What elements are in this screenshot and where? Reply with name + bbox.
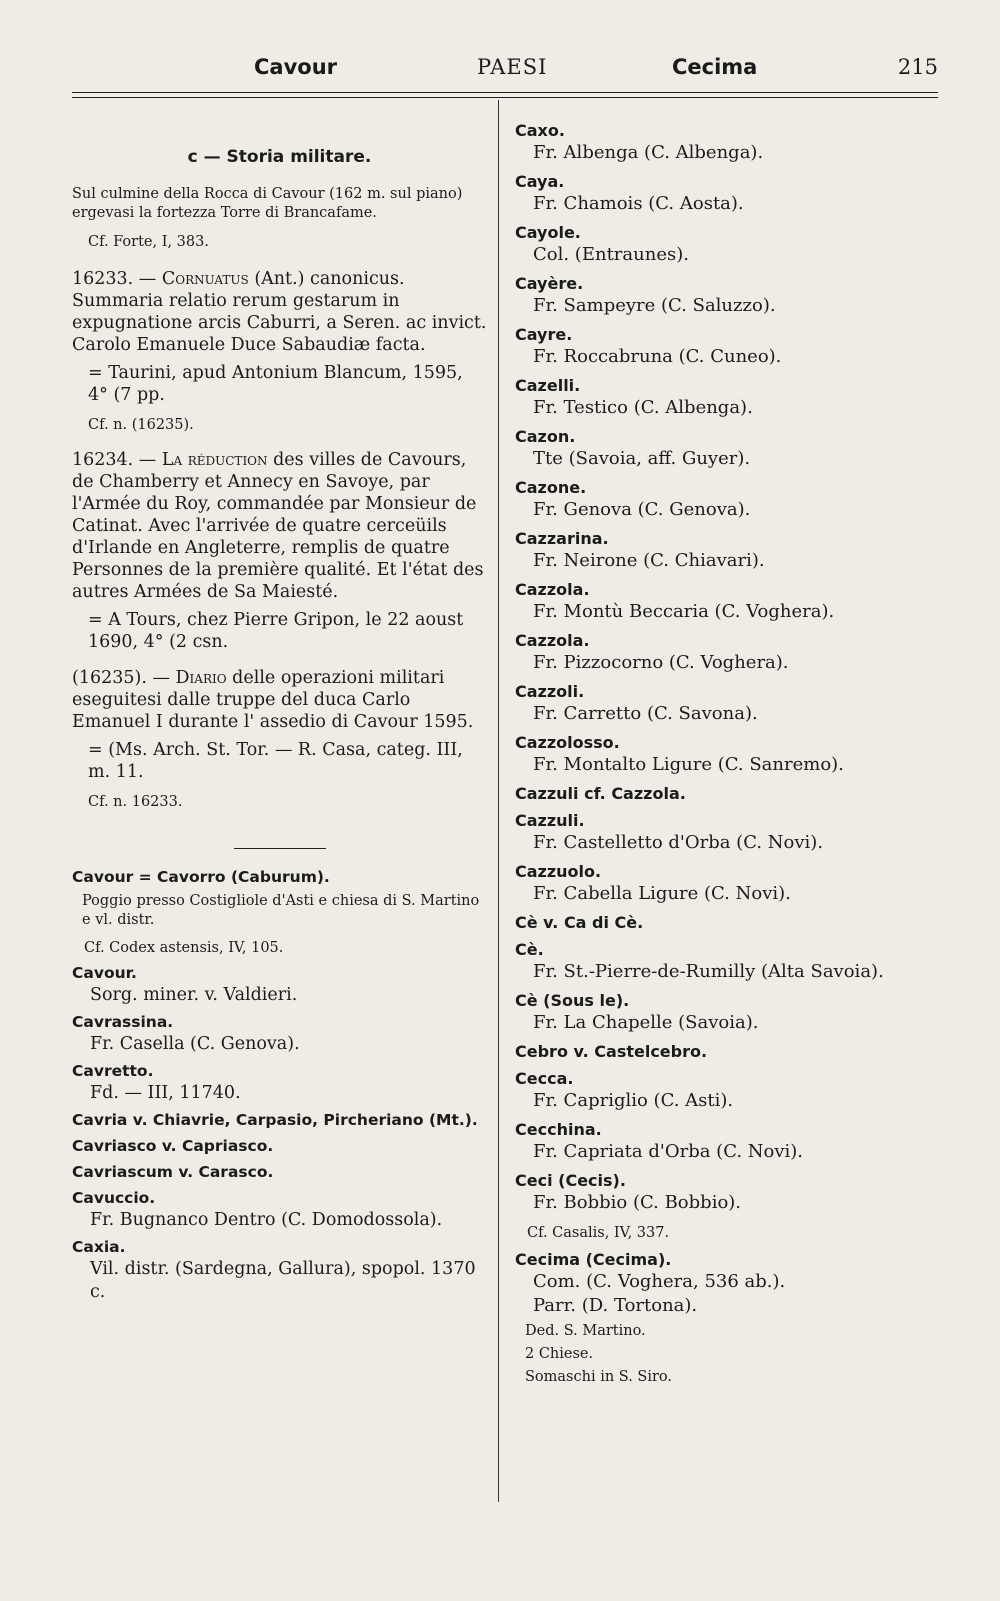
entry-16233-pub: = Taurini, apud Antonium Blancum, 1595, 4° (7 pp. — [88, 363, 463, 405]
gazetteer-entry: Cazzola. Fr. Pizzocorno (C. Voghera). — [515, 631, 789, 673]
gazetteer-entry: Cazzuli. Fr. Castelletto d'Orba (C. Novi). — [515, 811, 824, 853]
header-rule-bottom — [72, 97, 938, 98]
section-title: c — Storia militare. — [187, 147, 372, 167]
gazetteer-entry: Caxo. Fr. Albenga (C. Albenga). — [515, 121, 764, 163]
ceci-cf: Cf. Casalis, IV, 337. — [527, 1225, 670, 1241]
entry-16235: (16235). — Diario delle operazioni militari eseguitesi dalle truppe del duca Carlo Emanuel I durante l' assedio di Cavour 1595. — [72, 668, 474, 732]
entry-16235-pub: = (Ms. Arch. St. Tor. — R. Casa, categ. III, m. 11. — [88, 740, 463, 782]
gazetteer-entry: Cavriascum v. Carasco. — [72, 1163, 274, 1181]
right-column — [515, 120, 935, 1393]
gazetteer-entry: Cavour. Sorg. miner. v. Valdieri. — [72, 964, 298, 1005]
gazetteer-entry: Cayole. Col. (Entraunes). — [515, 223, 689, 265]
column-divider — [498, 100, 499, 1502]
gazetteer-entry: Cazzoli. Fr. Carretto (C. Savona). — [515, 682, 758, 724]
header-left: Cavour — [254, 55, 338, 79]
entry-16234-pub: = A Tours, chez Pierre Gripon, le 22 aoust 1690, 4° (2 csn. — [88, 610, 464, 652]
section-separator — [234, 848, 326, 849]
gazetteer-entry: Cecca. Fr. Capriglio (C. Asti). — [515, 1069, 734, 1111]
gazetteer-entry: Cavriasco v. Capriasco. — [72, 1137, 274, 1155]
gazetteer-entry: Cavretto. Fd. — III, 11740. — [72, 1062, 241, 1103]
gazetteer-entry: Cazzuli cf. Cazzola. — [515, 784, 686, 803]
gazetteer-entry: Cazzuolo. Fr. Cabella Ligure (C. Novi). — [515, 862, 791, 904]
header-right: Cecima — [672, 55, 758, 79]
gazetteer-entry: Cayre. Fr. Roccabruna (C. Cuneo). — [515, 325, 782, 367]
left-column — [72, 120, 487, 1309]
gazetteer-entry: Cecchina. Fr. Capriata d'Orba (C. Novi). — [515, 1120, 804, 1162]
entry-16233-cf: Cf. n. (16235). — [88, 417, 194, 433]
intro-cf: Cf. Forte, I, 383. — [88, 234, 209, 250]
gazetteer-entry: Cazzolosso. Fr. Montalto Ligure (C. Sanremo). — [515, 733, 844, 775]
gazetteer-entry: Cavuccio. Fr. Bugnanco Dentro (C. Domodossola). — [72, 1189, 443, 1230]
gazetteer-entry: Cavrassina. Fr. Casella (C. Genova). — [72, 1013, 300, 1054]
gazetteer-entry: Cazzola. Fr. Montù Beccaria (C. Voghera). — [515, 580, 835, 622]
gazetteer-entry: Cè (Sous le). Fr. La Chapelle (Savoia). — [515, 991, 759, 1033]
gazetteer-entry: Cavour = Cavorro (Caburum). Poggio presso Costigliole d'Asti e chiesa di S. Martino e vl. distr. Cf. Codex astensis, IV, 105. — [72, 868, 480, 956]
gazetteer-entry: Caya. Fr. Chamois (C. Aosta). — [515, 172, 744, 214]
intro-text: Sul culmine della Rocca di Cavour (162 m. sul piano) ergevasi la fortezza Torre di Brancafame. — [72, 186, 463, 221]
gazetteer-entry: Cazelli. Fr. Testico (C. Albenga). — [515, 376, 753, 418]
gazetteer-entry: Cavria v. Chiavrie, Carpasio, Pircheriano (Mt.). — [72, 1111, 478, 1129]
gazetteer-entry: Ceci (Cecis). Fr. Bobbio (C. Bobbio). Cf. Casalis, IV, 337. — [515, 1170, 935, 1243]
gazetteer-entry: Cayère. Fr. Sampeyre (C. Saluzzo). — [515, 274, 776, 316]
header-rule-top — [72, 92, 938, 93]
gazetteer-entry: Cazone. Fr. Genova (C. Genova). — [515, 478, 751, 520]
page-number: 215 — [897, 55, 938, 79]
gazetteer-entry: Cè v. Ca di Cè. — [515, 913, 644, 932]
entry-16235-cf: Cf. n. 16233. — [88, 794, 183, 810]
gazetteer-entry: Cè. Fr. St.-Pierre-de-Rumilly (Alta Savoia). — [515, 940, 884, 982]
entry-16234: 16234. — La réduction des villes de Cavours, de Chamberry et Annecy en Savoye, par l'Armée du Roy, commandée par Monsieur de Catinat. Avec l'arrivée de quatre cerceüils d'Irlande en Angleterre, remplis de quatre Personnes de la première qualité. Et l'état des autres Armées de Sa Maiesté. — [72, 450, 484, 602]
entry-16233: 16233. — Cornuatus (Ant.) canonicus. Summaria relatio rerum gestarum in expugnatione arcis Caburri, a Seren. ac invict. Carolo Emanuele Duce Sabaudiæ facta. — [72, 269, 487, 355]
gazetteer-entry: Cebro v. Castelcebro. — [515, 1042, 708, 1061]
header-center: PAESI — [477, 55, 548, 79]
gazetteer-entry: Cazzarina. Fr. Neirone (C. Chiavari). — [515, 529, 765, 571]
gazetteer-entry-cecima: Cecima (Cecima). Com. (C. Voghera, 536 ab.). Parr. (D. Tortona). Ded. S. Martino. 2 Chiese. Somaschi in S. Siro. — [515, 1250, 786, 1385]
gazetteer-entry: Caxia. Vil. distr. (Sardegna, Gallura), spopol. 1370 c. — [72, 1238, 476, 1302]
running-header — [72, 55, 938, 87]
gazetteer-entry: Cazon. Tte (Savoia, aff. Guyer). — [515, 427, 751, 469]
